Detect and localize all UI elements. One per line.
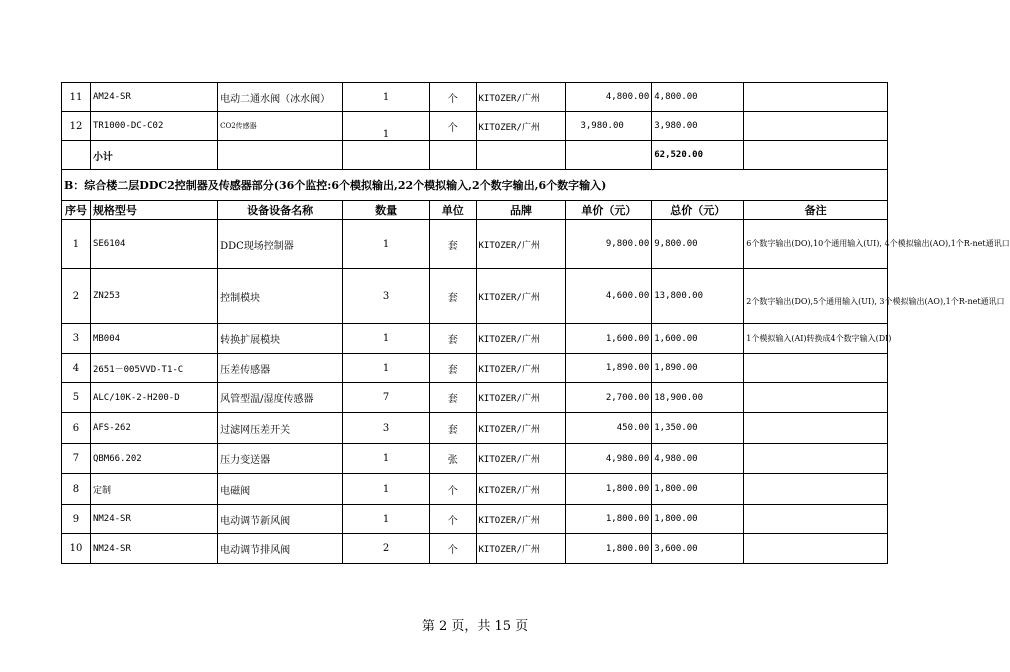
cell-total: 1,350.00 (652, 413, 744, 444)
cell-total: 4,800.00 (652, 83, 744, 112)
cell-model: QBM66.202 (90, 444, 217, 474)
cell-brand: KITOZER/广州 (476, 474, 566, 505)
header-row (62, 201, 888, 220)
cell-total: 1,890.00 (652, 354, 744, 383)
table-row (62, 534, 888, 564)
cell-qty: 1 (343, 505, 430, 534)
cell-brand: KITOZER/广州 (476, 269, 566, 324)
cell-total: 9,800.00 (652, 220, 744, 269)
table-row (62, 413, 888, 444)
table-row (62, 383, 888, 413)
cell-model: 2651－005VVD-T1-C (90, 354, 217, 383)
cell-total: 4,980.00 (652, 444, 744, 474)
cell-total: 3,600.00 (652, 534, 744, 564)
table-row (62, 112, 888, 141)
cell-empty (218, 141, 343, 170)
cell-no: 1 (62, 220, 91, 269)
cell-model: NM24-SR (90, 534, 217, 564)
cell-price: 1,800.00 (566, 474, 652, 505)
cell-unit: 个 (430, 534, 477, 564)
table-row (62, 444, 888, 474)
cell-empty (62, 141, 91, 170)
cell-qty: 7 (343, 383, 430, 413)
cell-total: 13,800.00 (652, 269, 744, 324)
cell-name: 过滤网压差开关 (218, 413, 343, 444)
cell-model: ZN253 (90, 269, 217, 324)
cell-empty (744, 141, 888, 170)
subtotal-label: 小计 (90, 141, 217, 170)
cell-name: 风管型温/湿度传感器 (218, 383, 343, 413)
header-brand: 品牌 (476, 201, 566, 220)
cell-name: 转换扩展模块 (218, 324, 343, 354)
cell-no: 12 (62, 112, 91, 141)
header-model: 规格型号 (90, 201, 217, 220)
table-row (62, 474, 888, 505)
cell-name: 压力变送器 (218, 444, 343, 474)
cell-unit: 套 (430, 354, 477, 383)
cell-qty: 1 (343, 220, 430, 269)
header-name: 设备设备名称 (218, 201, 343, 220)
cell-no: 11 (62, 83, 91, 112)
cell-note (744, 474, 888, 505)
equipment-table (61, 82, 1010, 564)
cell-price: 4,800.00 (566, 83, 652, 112)
cell-note: 2个数字输出(DO),5个通用输入(UI), 3个模拟输出(AO),1个R-net通讯口 (744, 269, 888, 324)
cell-price: 3,980.00 (566, 112, 652, 141)
cell-qty: 1 (343, 83, 430, 112)
cell-unit: 套 (430, 269, 477, 324)
cell-empty (566, 141, 652, 170)
header-total: 总价（元） (652, 201, 744, 220)
subtotal-row (62, 141, 888, 170)
cell-name: 电动调节新风阀 (218, 505, 343, 534)
cell-note (744, 534, 888, 564)
table-row (62, 220, 888, 269)
page-footer: 第 2 页，共 15 页 (421, 619, 529, 634)
cell-brand: KITOZER/广州 (476, 444, 566, 474)
header-note: 备注 (744, 201, 888, 220)
cell-model: SE6104 (90, 220, 217, 269)
cell-no: 2 (62, 269, 91, 324)
table-row (62, 354, 888, 383)
cell-brand: KITOZER/广州 (476, 354, 566, 383)
cell-note (744, 444, 888, 474)
cell-model: AFS-262 (90, 413, 217, 444)
cell-brand: KITOZER/广州 (476, 505, 566, 534)
cell-price: 4,600.00 (566, 269, 652, 324)
cell-qty: 1 (343, 474, 430, 505)
cell-name: CO2传感器 (218, 112, 343, 141)
cell-qty: 1 (343, 444, 430, 474)
table-row (62, 324, 888, 354)
cell-note (744, 354, 888, 383)
cell-name: 电动调节排风阀 (218, 534, 343, 564)
cell-model: TR1000-DC-C02 (90, 112, 217, 141)
cell-qty: 3 (343, 413, 430, 444)
cell-qty: 1 (343, 112, 430, 141)
cell-no: 5 (62, 383, 91, 413)
cell-qty: 1 (343, 354, 430, 383)
cell-no: 6 (62, 413, 91, 444)
table-row (62, 83, 888, 112)
section-title: B：综合楼二层DDC2控制器及传感器部分(36个监控:6个模拟输出,22个模拟输入,2个数字输出,6个数字输入) (62, 170, 888, 201)
section-row (62, 170, 888, 201)
cell-price: 1,800.00 (566, 534, 652, 564)
cell-total: 1,600.00 (652, 324, 744, 354)
cell-price: 1,600.00 (566, 324, 652, 354)
cell-unit: 个 (430, 505, 477, 534)
header-qty: 数量 (343, 201, 430, 220)
cell-qty: 1 (343, 324, 430, 354)
cell-name: 电动二通水阀（冰水阀） (218, 83, 343, 112)
cell-unit: 张 (430, 444, 477, 474)
cell-unit: 个 (430, 112, 477, 141)
header-no: 序号 (62, 201, 91, 220)
cell-name: 电磁阀 (218, 474, 343, 505)
cell-unit: 个 (430, 474, 477, 505)
cell-unit: 套 (430, 383, 477, 413)
cell-model: MB004 (90, 324, 217, 354)
cell-note (744, 83, 888, 112)
cell-no: 9 (62, 505, 91, 534)
cell-model: 定制 (90, 474, 217, 505)
cell-model: NM24-SR (90, 505, 217, 534)
cell-empty (343, 141, 430, 170)
cell-name: 压差传感器 (218, 354, 343, 383)
cell-unit: 套 (430, 324, 477, 354)
cell-note: 1个模拟输入(AI)转换成4个数字输入(DI) (744, 324, 888, 354)
cell-note (744, 112, 888, 141)
cell-brand: KITOZER/广州 (476, 534, 566, 564)
subtotal-total: 62,520.00 (652, 141, 744, 170)
cell-brand: KITOZER/广州 (476, 324, 566, 354)
cell-brand: KITOZER/广州 (476, 112, 566, 141)
cell-total: 18,900.00 (652, 383, 744, 413)
cell-brand: KITOZER/广州 (476, 83, 566, 112)
header-unit: 单位 (430, 201, 477, 220)
cell-brand: KITOZER/广州 (476, 383, 566, 413)
cell-unit: 个 (430, 83, 477, 112)
cell-brand: KITOZER/广州 (476, 413, 566, 444)
table-row (62, 505, 888, 534)
header-price: 单价（元） (566, 201, 652, 220)
cell-total: 1,800.00 (652, 474, 744, 505)
cell-note: 6个数字输出(DO),10个通用输入(UI), 4个模拟输出(AO),1个R-net通讯口 (744, 220, 888, 269)
cell-name: 控制模块 (218, 269, 343, 324)
cell-price: 1,890.00 (566, 354, 652, 383)
cell-brand: KITOZER/广州 (476, 220, 566, 269)
cell-total: 3,980.00 (652, 112, 744, 141)
cell-unit: 套 (430, 220, 477, 269)
cell-model: AM24-SR (90, 83, 217, 112)
cell-model: ALC/10K-2-H200-D (90, 383, 217, 413)
cell-price: 4,980.00 (566, 444, 652, 474)
cell-note (744, 505, 888, 534)
cell-unit: 套 (430, 413, 477, 444)
cell-no: 4 (62, 354, 91, 383)
cell-no: 8 (62, 474, 91, 505)
cell-no: 3 (62, 324, 91, 354)
cell-price: 1,800.00 (566, 505, 652, 534)
cell-no: 10 (62, 534, 91, 564)
cell-price: 2,700.00 (566, 383, 652, 413)
cell-no: 7 (62, 444, 91, 474)
cell-empty (430, 141, 477, 170)
cell-price: 9,800.00 (566, 220, 652, 269)
cell-qty: 3 (343, 269, 430, 324)
cell-empty (476, 141, 566, 170)
cell-name: DDC现场控制器 (218, 220, 343, 269)
table-row (62, 269, 888, 324)
cell-qty: 2 (343, 534, 430, 564)
cell-note (744, 383, 888, 413)
cell-note (744, 413, 888, 444)
cell-price: 450.00 (566, 413, 652, 444)
cell-total: 1,800.00 (652, 505, 744, 534)
